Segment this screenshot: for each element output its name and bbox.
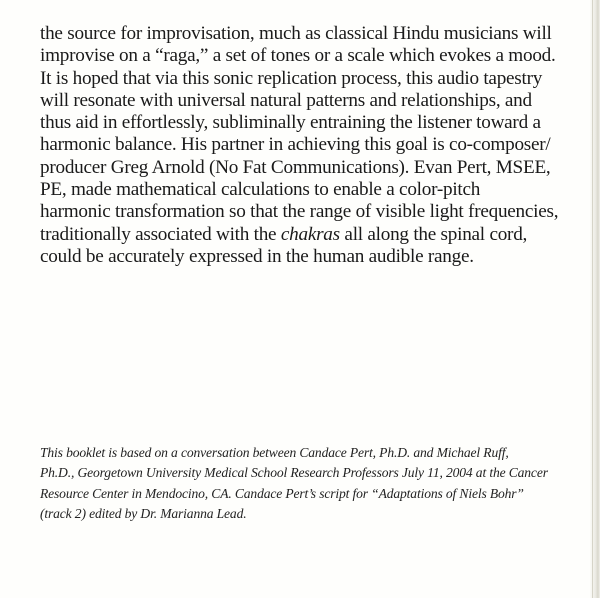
body-line-11: could be accurately expressed in the human audible range. — [40, 245, 474, 267]
body-line-10-start: traditionally associated with the — [40, 223, 281, 245]
body-line-9: harmonic transformation so that the range of visible light frequencies, — [40, 201, 559, 223]
body-line-8: PE, made mathematical calculations to enable a color-pitch — [40, 179, 481, 201]
footnote-line-1: This booklet is based on a conversation between Candace Pert, Ph.D. and Michael Ruff, — [40, 445, 509, 460]
footnote-line-2: Ph.D., Georgetown University Medical School Research Professors July 11, 2004 at the Cancer — [40, 465, 548, 481]
body-line-2: improvise on a “raga,” a set of tones or a scale which evokes a mood. — [40, 45, 556, 67]
body-line-5: thus aid in effortlessly, subliminally entraining the listener toward a — [40, 112, 541, 134]
page-edge-line — [592, 0, 593, 598]
body-line-6: harmonic balance. His partner in achieving this goal is co-composer/ — [40, 134, 551, 156]
body-line-10-end: all along the spinal cord, — [339, 223, 528, 245]
body-line-7: producer Greg Arnold (No Fat Communications). Evan Pert, MSEE, — [40, 156, 551, 178]
body-paragraph — [40, 23, 560, 268]
footnote-line-3: Resource Center in Mendocino, CA. Candace Pert’s script for “Adaptations of Niels Bohr” — [40, 485, 524, 501]
body-line-10 — [40, 224, 560, 246]
credits-footnote — [40, 443, 560, 524]
footnote-line-4: (track 2) edited by Dr. Marianna Lead. — [40, 505, 247, 521]
chakras-italic-term: chakras — [280, 223, 340, 245]
body-line-1: the source for improvisation, much as classical Hindu musicians will — [40, 23, 552, 44]
body-line-4: will resonate with universal natural patterns and relationships, and — [40, 89, 532, 111]
body-line-3: It is hoped that via this sonic replication process, this audio tapestry — [40, 67, 543, 89]
